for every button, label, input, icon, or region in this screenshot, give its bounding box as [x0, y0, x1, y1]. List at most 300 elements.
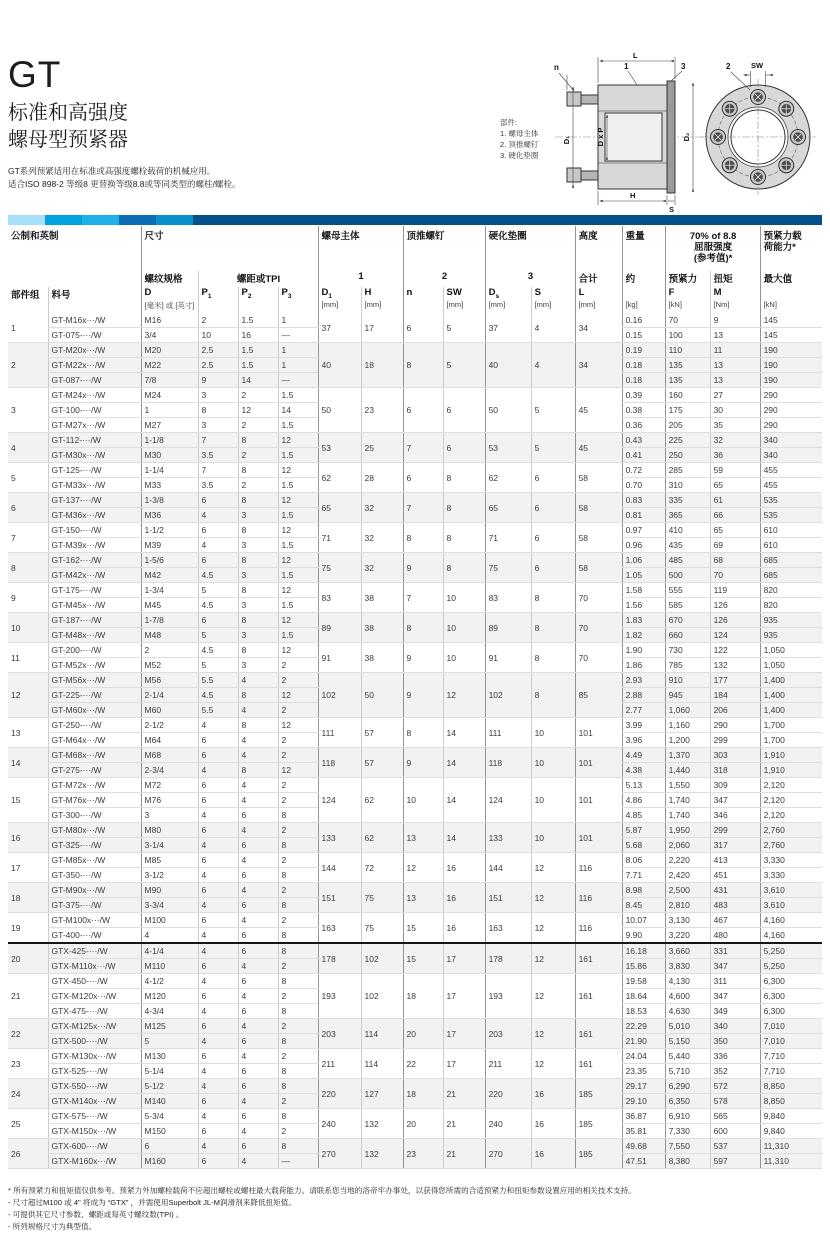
yield-line: 屈服强度: [694, 242, 733, 253]
cell: 2: [278, 823, 318, 838]
part-number-cell: GT-325-···/W: [48, 838, 141, 853]
cell: 122: [710, 643, 760, 658]
cell: 8: [278, 974, 318, 989]
cell: 4: [198, 838, 238, 853]
cell: 3: [198, 418, 238, 433]
table-row: [8, 823, 822, 838]
thread-size-cell: 1: [141, 403, 198, 418]
thread-size-cell: M39: [141, 538, 198, 553]
part-number-cell: GT-137-···/W: [48, 493, 141, 508]
cell: 124: [710, 628, 760, 643]
cell: 1.5: [278, 448, 318, 463]
merged-s-cell: 6: [531, 523, 575, 553]
cell: 1: [278, 313, 318, 328]
cell: 331: [710, 943, 760, 959]
cell: 5.87: [622, 823, 665, 838]
cell: 8: [238, 613, 278, 628]
cell: 670: [665, 613, 710, 628]
cell: 126: [710, 598, 760, 613]
cell: 8: [238, 718, 278, 733]
cell: 6: [238, 1004, 278, 1019]
cell: 11,310: [760, 1154, 822, 1169]
cell: 68: [710, 553, 760, 568]
cell: 7,550: [665, 1139, 710, 1154]
thread-size-cell: 5-1/4: [141, 1064, 198, 1079]
part-number-cell: GT-275-···/W: [48, 763, 141, 778]
cell: 535: [760, 493, 822, 508]
merged-h-cell: 102: [361, 943, 403, 974]
merged-h-cell: 38: [361, 613, 403, 643]
merged-n-cell: 6: [403, 463, 443, 493]
merged-l-cell: 185: [575, 1109, 622, 1139]
cell: 19.58: [622, 974, 665, 989]
cell: 3: [238, 568, 278, 583]
merged-n-cell: 13: [403, 883, 443, 913]
subtitle-line: 标准和高强度: [8, 102, 128, 124]
cell: 4: [238, 733, 278, 748]
cell: 3.5: [198, 448, 238, 463]
merged-n-cell: 7: [403, 583, 443, 613]
part-number-cell: GTX-600-···/W: [48, 1139, 141, 1154]
merged-ds-cell: 220: [485, 1079, 531, 1109]
thread-size-cell: M80: [141, 823, 198, 838]
merged-h-cell: 25: [361, 433, 403, 463]
cell: 12: [278, 763, 318, 778]
merged-s-cell: 16: [531, 1109, 575, 1139]
merged-h-cell: 132: [361, 1139, 403, 1169]
table-row: [8, 883, 822, 898]
merged-n-cell: 15: [403, 943, 443, 974]
cell: 49.68: [622, 1139, 665, 1154]
cell: 6: [198, 853, 238, 868]
thread-size-cell: 2-1/4: [141, 688, 198, 703]
capacity-line: 预紧力载: [763, 231, 802, 242]
cell: 145: [760, 313, 822, 328]
cell: 35: [710, 418, 760, 433]
cell: 6,350: [665, 1094, 710, 1109]
table-row: [8, 718, 822, 733]
merged-sw-cell: 6: [443, 433, 485, 463]
cell: 6: [238, 1034, 278, 1049]
cell: 0.15: [622, 328, 665, 343]
cell: 1.5: [278, 598, 318, 613]
cell: 4.86: [622, 793, 665, 808]
merged-d1-cell: 133: [318, 823, 361, 853]
merged-d1-cell: 163: [318, 913, 361, 944]
merged-d1-cell: 40: [318, 343, 361, 388]
thread-size-cell: M56: [141, 673, 198, 688]
cell: 1.5: [238, 313, 278, 328]
cell: 317: [710, 838, 760, 853]
cell: 6: [198, 748, 238, 763]
cell: 2: [238, 418, 278, 433]
cell: 8,380: [665, 1154, 710, 1169]
merged-s-cell: 12: [531, 974, 575, 1019]
cell: 0.41: [622, 448, 665, 463]
cell: 785: [665, 658, 710, 673]
merged-s-cell: 6: [531, 553, 575, 583]
thread-size-cell: M150: [141, 1124, 198, 1139]
cell: 335: [665, 493, 710, 508]
cell: 455: [760, 478, 822, 493]
cell: 585: [665, 598, 710, 613]
cell: 9.90: [622, 928, 665, 944]
cell: 8: [278, 898, 318, 913]
merged-s-cell: 5: [531, 388, 575, 433]
cell: 5,250: [760, 943, 822, 959]
cell: 8: [278, 1109, 318, 1124]
part-group-cell: 17: [8, 853, 48, 883]
merged-d1-cell: 240: [318, 1109, 361, 1139]
thread-size-cell: 5-3/4: [141, 1109, 198, 1124]
cell: 1,740: [665, 793, 710, 808]
yield-line: 70% of 8.8: [689, 231, 737, 242]
cell: 820: [760, 598, 822, 613]
part-number-cell: GT-187-···/W: [48, 613, 141, 628]
dim-label-H: H: [630, 191, 636, 200]
part-number-cell: GT-M16x···/W: [48, 313, 141, 328]
cell: 4.5: [198, 598, 238, 613]
col-SW: SW [mm]: [443, 287, 485, 313]
table-row: [8, 463, 822, 478]
cell: 1.83: [622, 613, 665, 628]
part-group-cell: 26: [8, 1139, 48, 1169]
cell: 310: [665, 478, 710, 493]
merged-ds-cell: 118: [485, 748, 531, 778]
cell: 285: [665, 463, 710, 478]
thread-size-cell: 3-3/4: [141, 898, 198, 913]
merged-d1-cell: 144: [318, 853, 361, 883]
cell: 10.07: [622, 913, 665, 928]
merged-ds-cell: 65: [485, 493, 531, 523]
cell: 4: [238, 959, 278, 974]
cell: 5,250: [760, 959, 822, 974]
cell: 132: [710, 658, 760, 673]
cell: 2: [278, 989, 318, 1004]
dim-label-DxP: D x P: [596, 127, 605, 147]
merged-sw-cell: 16: [443, 913, 485, 944]
merged-sw-cell: 8: [443, 553, 485, 583]
table-row: [8, 853, 822, 868]
merged-h-cell: 132: [361, 1109, 403, 1139]
cell: 318: [710, 763, 760, 778]
cell: 0.38: [622, 403, 665, 418]
part-number-cell: GT-112-···/W: [48, 433, 141, 448]
merged-sw-cell: 21: [443, 1139, 485, 1169]
cell: 2: [238, 388, 278, 403]
merged-n-cell: 9: [403, 673, 443, 718]
cell: 4: [238, 748, 278, 763]
section-jack-screws: 顶推螺钉: [403, 226, 485, 271]
merged-n-cell: 12: [403, 853, 443, 883]
cell: 1: [278, 358, 318, 373]
cell: 3: [198, 388, 238, 403]
cell: 4: [198, 508, 238, 523]
cell: 29.10: [622, 1094, 665, 1109]
cell: 4: [198, 718, 238, 733]
merged-sw-cell: 16: [443, 883, 485, 913]
table-body: [8, 313, 822, 1169]
cell: 190: [760, 343, 822, 358]
cell: 0.18: [622, 373, 665, 388]
cell: 1.5: [278, 388, 318, 403]
part-group-cell: 10: [8, 613, 48, 643]
cell: 6: [238, 898, 278, 913]
cell: 4: [238, 883, 278, 898]
part-group-cell: 2: [8, 343, 48, 388]
merged-l-cell: 161: [575, 974, 622, 1019]
part-number-cell: GTX-M160x···/W: [48, 1154, 141, 1169]
cell: 3: [238, 628, 278, 643]
part-group-cell: 11: [8, 643, 48, 673]
cell: 3,330: [760, 868, 822, 883]
brand-bar-segment: [119, 215, 156, 225]
merged-d1-cell: 71: [318, 523, 361, 553]
cell: 2: [278, 733, 318, 748]
merged-l-cell: 45: [575, 388, 622, 433]
part-number-cell: GTX-M110x···/W: [48, 959, 141, 974]
table-row: [8, 748, 822, 763]
callout-3: 3: [681, 62, 686, 71]
cell: 303: [710, 748, 760, 763]
cell: —: [278, 328, 318, 343]
table-row: [8, 613, 822, 628]
cell: 6: [238, 928, 278, 944]
part-number-cell: GT-175-···/W: [48, 583, 141, 598]
cell: 3,330: [760, 853, 822, 868]
merged-n-cell: 20: [403, 1109, 443, 1139]
cell: 1,910: [760, 763, 822, 778]
merged-h-cell: 50: [361, 673, 403, 718]
merged-sw-cell: 8: [443, 463, 485, 493]
cell: 1,160: [665, 718, 710, 733]
thread-size-cell: M130: [141, 1049, 198, 1064]
cell: 4: [198, 943, 238, 959]
part-number-cell: GT-M68x···/W: [48, 748, 141, 763]
merged-l-cell: 101: [575, 718, 622, 748]
part-number-cell: GT-375-···/W: [48, 898, 141, 913]
cell: 110: [665, 343, 710, 358]
merged-n-cell: 6: [403, 388, 443, 433]
part-group-cell: 6: [8, 493, 48, 523]
merged-d1-cell: 151: [318, 883, 361, 913]
cell: 347: [710, 959, 760, 974]
part-number-cell: GT-075-···/W: [48, 328, 141, 343]
cell: 340: [760, 448, 822, 463]
cell: 451: [710, 868, 760, 883]
cell: 535: [760, 508, 822, 523]
cell: 0.97: [622, 523, 665, 538]
cell: 18.64: [622, 989, 665, 1004]
merged-sw-cell: 17: [443, 974, 485, 1019]
part-number-cell: GT-M42x···/W: [48, 568, 141, 583]
callout-1: 1: [624, 62, 629, 71]
merged-h-cell: 57: [361, 718, 403, 748]
merged-s-cell: 4: [531, 313, 575, 343]
table-row: [8, 943, 822, 959]
cell: 3.99: [622, 718, 665, 733]
cell: 4: [198, 868, 238, 883]
merged-h-cell: 72: [361, 853, 403, 883]
merged-s-cell: 10: [531, 748, 575, 778]
merged-sw-cell: 5: [443, 343, 485, 388]
cell: 5.13: [622, 778, 665, 793]
cell: 35.81: [622, 1124, 665, 1139]
merged-n-cell: 8: [403, 613, 443, 643]
part-number-cell: GTX-525-···/W: [48, 1064, 141, 1079]
cell: 1.05: [622, 568, 665, 583]
cell: 413: [710, 853, 760, 868]
cell: 14: [238, 373, 278, 388]
cell: 8: [238, 553, 278, 568]
part-number-cell: GTX-M150x···/W: [48, 1124, 141, 1139]
cell: 6: [198, 1154, 238, 1169]
cell: 7.71: [622, 868, 665, 883]
cell: 4: [238, 913, 278, 928]
cell: 8: [278, 868, 318, 883]
cell: 8.06: [622, 853, 665, 868]
footnotes: [8, 1186, 824, 1234]
merged-l-cell: 58: [575, 463, 622, 493]
cell: 2: [278, 883, 318, 898]
merged-s-cell: 10: [531, 778, 575, 823]
cell: 435: [665, 538, 710, 553]
cell: 2.88: [622, 688, 665, 703]
cell: 6: [198, 989, 238, 1004]
cell: 6: [198, 793, 238, 808]
cell: 2,220: [665, 853, 710, 868]
cell: 2: [278, 913, 318, 928]
col-P2: $P_2$: [238, 287, 278, 313]
part-group-cell: 23: [8, 1049, 48, 1079]
merged-h-cell: 38: [361, 583, 403, 613]
thread-size-cell: M160: [141, 1154, 198, 1169]
merged-s-cell: 4: [531, 343, 575, 388]
footnote: - 尺寸超过M100 或 4" 将成为 “GTX” ，并需使用Superbolt JL-M润滑剂来降低扭矩值。: [8, 1198, 296, 1207]
cell: 2,810: [665, 898, 710, 913]
merged-sw-cell: 17: [443, 1049, 485, 1079]
callout-2: 2: [726, 62, 731, 71]
merged-s-cell: 5: [531, 433, 575, 463]
merged-sw-cell: 21: [443, 1109, 485, 1139]
cell: 1.5: [278, 538, 318, 553]
thread-size-cell: 4: [141, 928, 198, 944]
cell: 4: [238, 853, 278, 868]
cell: 0.72: [622, 463, 665, 478]
part-number-cell: GT-087-···/W: [48, 373, 141, 388]
cell: 30: [710, 403, 760, 418]
part-number-cell: GTX-450-···/W: [48, 974, 141, 989]
merged-s-cell: 10: [531, 823, 575, 853]
cell: 600: [710, 1124, 760, 1139]
cell: 500: [665, 568, 710, 583]
cell: 190: [760, 373, 822, 388]
cell: 8: [238, 763, 278, 778]
brand-bar-segment: [8, 215, 45, 225]
cell: 1.5: [278, 478, 318, 493]
thread-size-cell: 3-1/2: [141, 868, 198, 883]
cell: 184: [710, 688, 760, 703]
cell: 1,700: [760, 733, 822, 748]
merged-ds-cell: 144: [485, 853, 531, 883]
cell: 0.19: [622, 343, 665, 358]
cell: 309: [710, 778, 760, 793]
thread-size-cell: 1-1/8: [141, 433, 198, 448]
part-number-cell: GT-M27x···/W: [48, 418, 141, 433]
cell: 145: [760, 328, 822, 343]
part-number-cell: GTX-475-···/W: [48, 1004, 141, 1019]
cell: 4: [198, 1004, 238, 1019]
merged-d1-cell: 62: [318, 463, 361, 493]
merged-ds-cell: 40: [485, 343, 531, 388]
merged-ds-cell: 37: [485, 313, 531, 343]
cell: 13: [710, 328, 760, 343]
footnote: * 所有预紧力和扭矩值仅供参考。预紧力外加螺栓载荷不应超出螺栓或螺柱最大载荷能力。请联系您当地的洛帝牢办事处，以获得您所需的合适预紧力和扭矩参数设置应用的相关技术支持。: [8, 1186, 636, 1195]
cell: 578: [710, 1094, 760, 1109]
merged-l-cell: 58: [575, 523, 622, 553]
merged-l-cell: 185: [575, 1139, 622, 1169]
part-number-cell: GT-M80x···/W: [48, 823, 141, 838]
part-group-cell: 22: [8, 1019, 48, 1049]
col-F: F [kN]: [665, 287, 710, 313]
merged-h-cell: 18: [361, 343, 403, 388]
merged-l-cell: 58: [575, 493, 622, 523]
cell: 480: [710, 928, 760, 944]
cell: 2: [278, 1049, 318, 1064]
cell: 6: [198, 1019, 238, 1034]
merged-ds-cell: 111: [485, 718, 531, 748]
cell: 12: [278, 688, 318, 703]
table-row: [8, 313, 822, 328]
cell: 1.06: [622, 553, 665, 568]
cell: 160: [665, 388, 710, 403]
legend-item: 3. 硬化垫圈: [500, 151, 539, 160]
page-subtitle: [8, 100, 128, 154]
cell: 1,550: [665, 778, 710, 793]
cell: 2,760: [760, 838, 822, 853]
cell: 4.38: [622, 763, 665, 778]
part-group-cell: 15: [8, 778, 48, 823]
cell: 820: [760, 583, 822, 598]
cell: 8: [278, 928, 318, 944]
cell: 2.93: [622, 673, 665, 688]
merged-h-cell: 62: [361, 778, 403, 823]
cell: 4.5: [198, 643, 238, 658]
cell: 190: [760, 358, 822, 373]
cell: 5,150: [665, 1034, 710, 1049]
thread-size-cell: 7/8: [141, 373, 198, 388]
parts-legend: [500, 117, 538, 161]
cell: 1,370: [665, 748, 710, 763]
merged-sw-cell: 12: [443, 673, 485, 718]
part-group-cell: 20: [8, 943, 48, 974]
cell: 2: [198, 313, 238, 328]
cell: 4: [198, 808, 238, 823]
cell: 2: [278, 748, 318, 763]
cell: 69: [710, 538, 760, 553]
cell: 1,950: [665, 823, 710, 838]
col-part-number: 料号: [48, 287, 141, 313]
merged-ds-cell: 91: [485, 643, 531, 673]
dim-label-D1: D₁: [562, 135, 571, 145]
table-row: [8, 583, 822, 598]
cell: 1,200: [665, 733, 710, 748]
subheader-approx: 约: [622, 271, 665, 287]
thread-size-cell: 1-3/8: [141, 493, 198, 508]
cell: 3,610: [760, 883, 822, 898]
cell: 1,700: [760, 718, 822, 733]
merged-d1-cell: 53: [318, 433, 361, 463]
